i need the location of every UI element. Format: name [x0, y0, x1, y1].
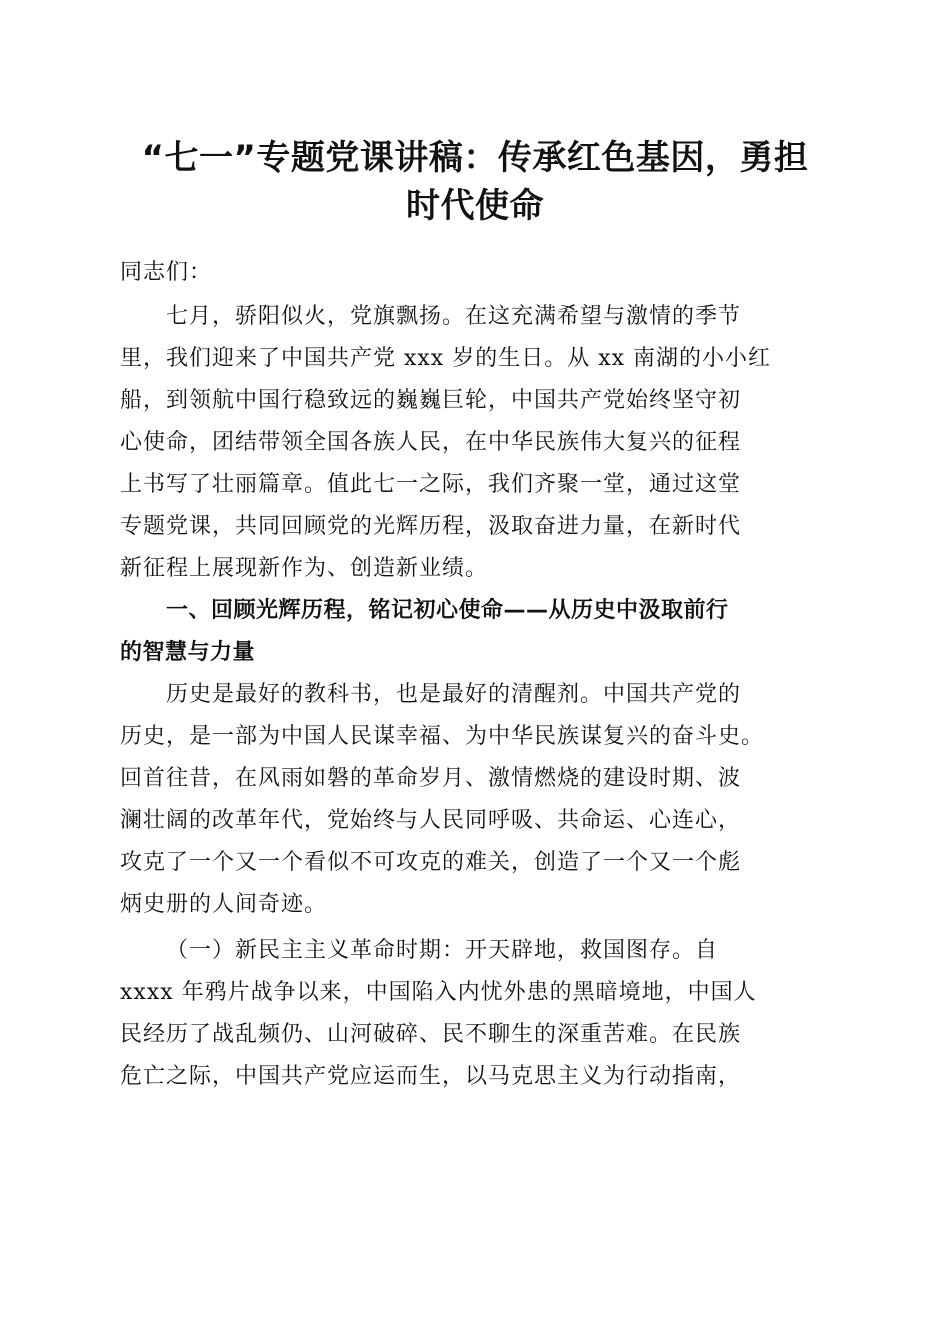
- section-1-line: 回首往昔，在风雨如磐的革命岁月、激情燃烧的建设时期、波: [120, 766, 742, 791]
- section-1-line: 澜壮阔的改革年代，党始终与人民同呼吸、共命运、心连心，: [120, 808, 742, 833]
- subsection-1-line: 危亡之际，中国共产党应运而生，以马克思主义为行动指南，: [120, 1064, 742, 1089]
- section-1-line: 攻克了一个又一个看似不可攻克的难关，创造了一个又一个彪: [120, 850, 742, 875]
- intro-paragraph: [120, 296, 832, 590]
- document-title: [120, 134, 830, 230]
- section-1-line: 炳史册的人间奇迹。: [120, 892, 328, 917]
- section-1-heading-line: 的智慧与力量: [120, 640, 256, 665]
- intro-line: 七月，骄阳似火，党旗飘扬。在这充满希望与激情的季节: [166, 304, 742, 329]
- section-1-paragraph: [120, 674, 832, 926]
- intro-line: 船，到领航中国行稳致远的巍巍巨轮，中国共产党始终坚守初: [120, 388, 742, 413]
- intro-line: 上书写了壮丽篇章。值此七一之际，我们齐聚一堂，通过这堂: [120, 472, 742, 497]
- section-1-line: 历史，是一部为中国人民谋幸福、为中华民族谋复兴的奋斗史。: [120, 724, 765, 749]
- section-1-heading: [120, 590, 832, 674]
- subsection-1-line: 民经历了战乱频仍、山河破碎、民不聊生的深重苦难。在民族: [120, 1022, 742, 1047]
- salutation-text: 同志们：: [120, 260, 213, 285]
- intro-line: 里，我们迎来了中国共产党 xxx 岁的生日。从 xx 南湖的小小红: [120, 346, 772, 371]
- intro-line: 专题党课，共同回顾党的光辉历程，汲取奋进力量，在新时代: [120, 514, 742, 539]
- subsection-1-paragraph: [120, 930, 832, 1098]
- salutation: [120, 252, 832, 294]
- intro-line: 新征程上展现新作为、创造新业绩。: [120, 556, 489, 581]
- intro-line: 心使命，团结带领全国各族人民，在中华民族伟大复兴的征程: [120, 430, 742, 455]
- subsection-1-line: xxxx 年鸦片战争以来，中国陷入内忧外患的黑暗境地，中国人: [120, 980, 757, 1005]
- title-line-1: “七一”专题党课讲稿：传承红色基因，勇担: [141, 138, 809, 178]
- document-body: [120, 252, 832, 1098]
- title-line-2: 时代使命: [406, 186, 544, 226]
- subsection-1-line: （一）新民主主义革命时期：开天辟地，救国图存。自: [166, 938, 719, 963]
- section-1-line: 历史是最好的教科书，也是最好的清醒剂。中国共产党的: [166, 682, 742, 707]
- section-1-heading-line: 一、回顾光辉历程，铭记初心使命——从历史中汲取前行: [166, 598, 729, 623]
